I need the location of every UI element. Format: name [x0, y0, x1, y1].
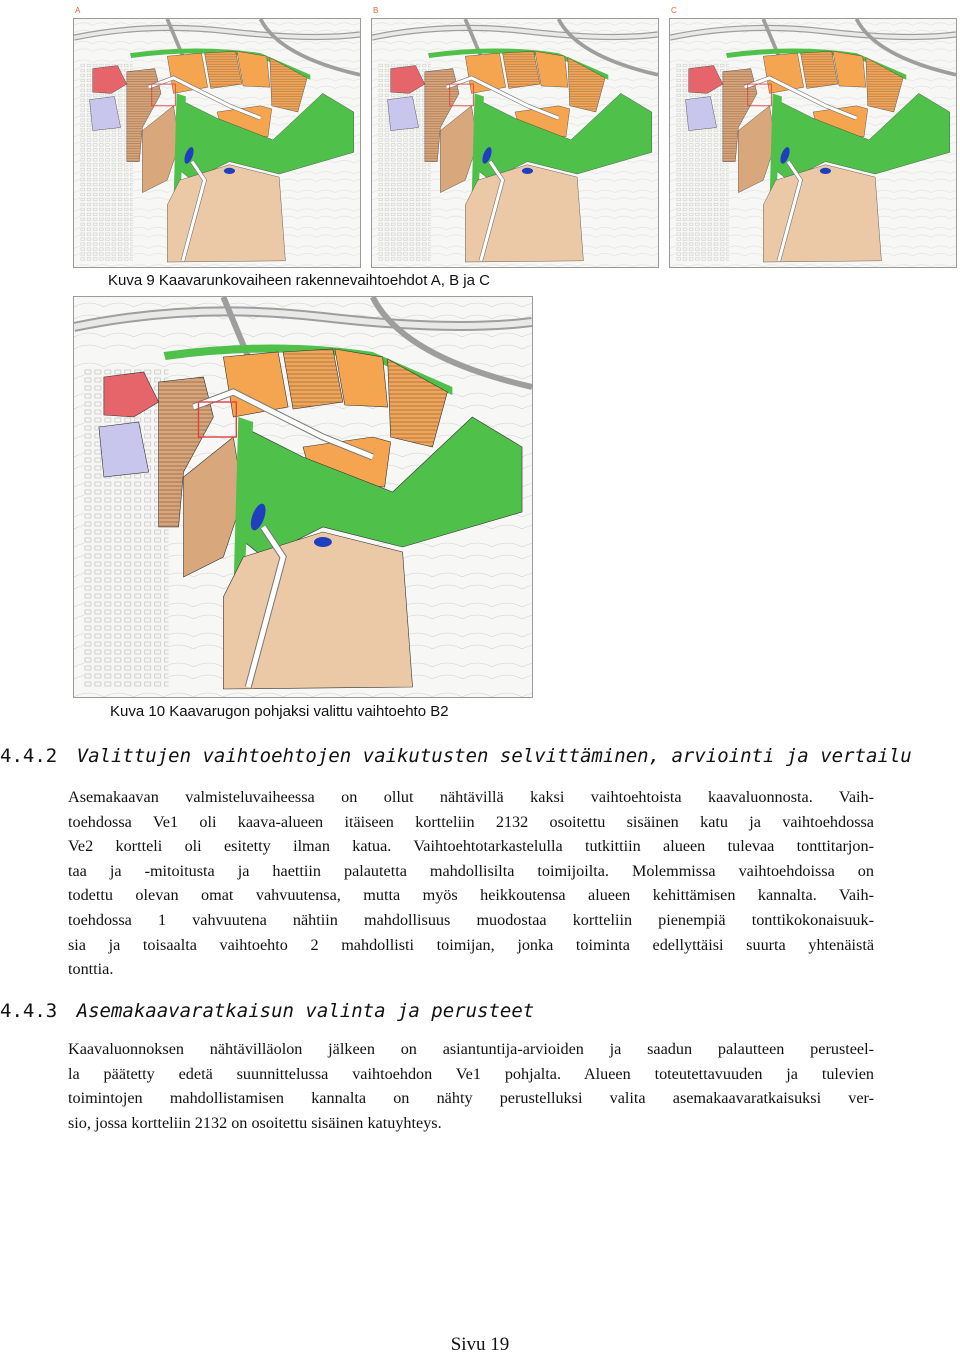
- paragraph-line: la päätetty edetä suunnittelussa vaihtoehdon Ve1 pohjalta. Alueen toteutettavuuden ja tulevien: [68, 1064, 874, 1083]
- map-alternative-a: [73, 18, 361, 268]
- section-heading-4-4-2: [0, 745, 960, 767]
- paragraph-line: sia ja toisaalta vaihtoehto 2 mahdollisti toimijan, jonka toiminta edellyttäisi suurta yhtenäistä: [68, 935, 874, 954]
- paragraph-line: sio, jossa kortteliin 2132 on osoitettu sisäinen katuyhteys.: [68, 1113, 442, 1132]
- paragraph-line: toimintojen mahdollistamisen kannalta on nähty perustelluksi valita asemakaavaratkaisuksi ver-: [68, 1089, 874, 1108]
- paragraph-line: Kaavaluonnoksen nähtävilläolon jälkeen on asiantuntija-arvioiden ja saadun palautteen perusteel-: [68, 1040, 874, 1058]
- section-title: Asemakaavaratkaisun valinta ja perusteet: [76, 1000, 535, 1022]
- section-number: 4.4.2: [0, 745, 58, 767]
- section-heading-4-4-3: [0, 1000, 960, 1022]
- paragraph-line: taa ja -mitoitusta ja haettiin palautetta mahdollisilta toimijoilta. Molemmissa vaihtoehdoissa on: [68, 861, 874, 880]
- paragraph-4-4-2: [68, 785, 874, 982]
- paragraph-4-4-3: [68, 1037, 874, 1135]
- paragraph-line: toehdossa 1 vahvuutena nähtiin mahdollisuus muodostaa kortteliin pienempiä tonttikokonaisuuk-: [68, 910, 874, 929]
- caption-kuva-9: Kuva 9 Kaavarunkovaiheen rakennevaihtoehdot A, B ja C: [108, 272, 490, 289]
- page-number: Sivu 19: [450, 1334, 510, 1355]
- map-label-c: C: [671, 6, 677, 15]
- section-number: 4.4.3: [0, 1000, 58, 1022]
- paragraph-line: Ve2 kortteli oli esitetty ilman katua. Vaihtoehtotarkastelulla tutkittiin alueen tulevaa tonttitarjon-: [68, 837, 874, 856]
- paragraph-line: tonttia.: [68, 960, 114, 979]
- map-selected-b2: [73, 296, 533, 698]
- paragraph-line: toehdossa Ve1 oli kaava-alueen itäiseen kortteliin 2132 osoitettu sisäinen katu ja vaihtoehdossa: [68, 812, 874, 831]
- section-title: Valittujen vaihtoehtojen vaikutusten selvittäminen, arviointi ja vertailu: [76, 745, 912, 767]
- map-alternative-b: [371, 18, 659, 268]
- map-alternative-c: [669, 18, 957, 268]
- paragraph-line: todettu olevan omat vahvuutensa, mutta myös heikkoutensa alueen kehittämisen kannalta. Vaih-: [68, 886, 874, 905]
- map-label-b: B: [373, 6, 379, 15]
- map-label-a: A: [75, 6, 81, 15]
- caption-kuva-10: Kuva 10 Kaavarugon pohjaksi valittu vaihtoehto B2: [110, 703, 449, 720]
- paragraph-line: Asemakaavan valmisteluvaiheessa on ollut nähtävillä kaksi vaihtoehtoista kaavaluonnosta. Vaih-: [68, 788, 874, 806]
